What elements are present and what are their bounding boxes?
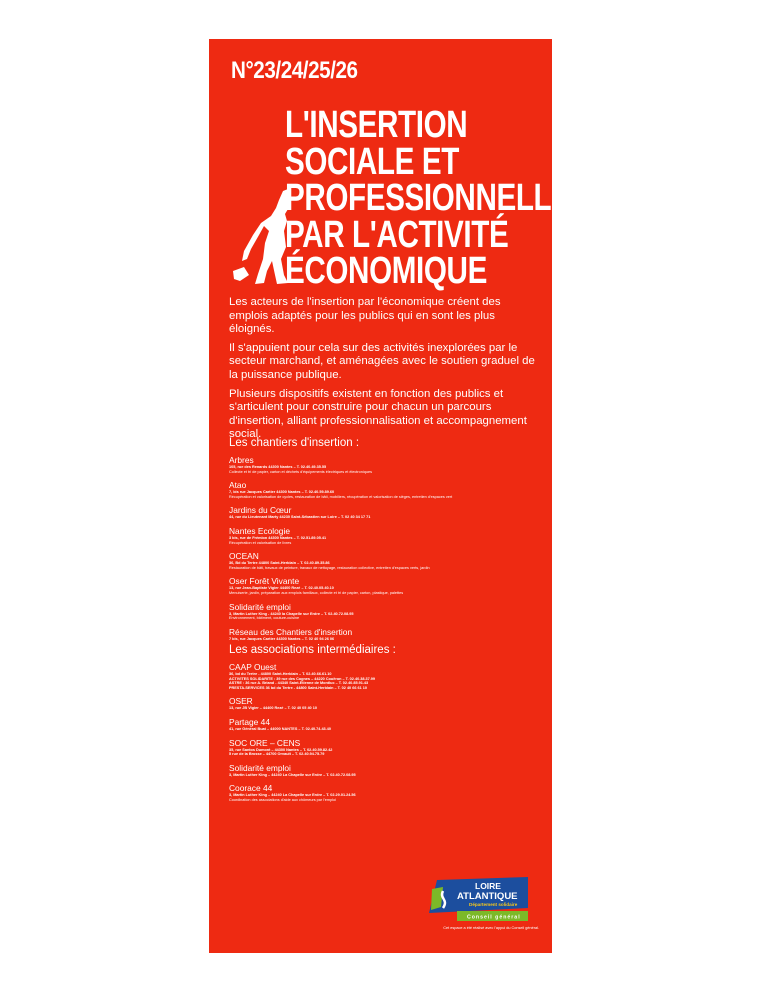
list-item <box>229 696 541 711</box>
entry-name: Coorace 44 <box>229 783 273 794</box>
entry-address: 41, rue Général Buat – 44000 NANTES – T. 02.40.74.43.40 <box>229 726 331 731</box>
list-item <box>229 480 541 499</box>
entry-name: Solidarité emploi <box>229 601 291 612</box>
entry-address: 3, Martin Luther King – 44240 La Chapelle sur Erdre – T. 02.40.72.08.95 <box>229 772 356 777</box>
entry-address: 36, bd du Tertre - 44800 Saint-Herblain – T. 02.40.66.61.10 <box>229 672 332 676</box>
title-line: PAR L'ACTIVITÉ <box>285 213 509 256</box>
entry-address: 13, rue Jean-Baptiste Vigier 44400 Rezé – T. 02.40.05.40.10 <box>229 586 334 591</box>
list-item <box>229 662 541 690</box>
entry-description: Récupération et valorisation de livres <box>229 540 292 545</box>
entry-description: Menuiserie, jardin, préparation aux emplois familiaux, collecte et tri de papier, carton, plastique, palettes <box>229 590 404 595</box>
entry-address: 7 bis, rue Jacques Cartier 44300 Nantes – T. 02 40 94 26 06 <box>229 636 335 641</box>
entry-description: Collecte et tri de papier, carton et déchets d'équipements électriques et électroniques <box>229 469 372 474</box>
entry-address: 35, rue Santos Dumont – 44300 Nantes – T. 02.40.59.82.42 <box>229 747 333 752</box>
loire-atlantique-logo <box>429 877 530 923</box>
entry-name: SOC ORE – CENS <box>229 737 301 748</box>
main-title <box>285 104 571 292</box>
intro-text <box>229 296 541 447</box>
chantiers-section <box>229 437 541 647</box>
logo-line3: Département solidaire <box>469 902 518 907</box>
entry-name: Atao <box>229 480 247 491</box>
list-item <box>229 763 541 778</box>
list-item <box>229 627 541 642</box>
entry-address: 13, rue JB Vigier – 44400 Rezé – T. 02 40 05 40 10 <box>229 706 317 711</box>
list-item <box>229 602 541 621</box>
entry-name: OSER <box>229 696 253 707</box>
entry-name: Oser Forêt Vivante <box>229 576 300 587</box>
title-line: SOCIALE ET <box>285 140 459 183</box>
section-title: Les chantiers d'insertion : <box>229 437 360 449</box>
list-item <box>229 717 541 732</box>
entry-address: PRESTA-SERVICES 36 bd du Tertre - 44800 Saint-Herblain – T. 02 40 66 61 10 <box>229 685 368 690</box>
entry-description: Coordination des associations d'aide aux chômeurs par l'emploi <box>229 797 336 802</box>
list-item <box>229 505 541 520</box>
entry-name: OCEAN <box>229 551 259 562</box>
title-line: PROFESSIONNELLE <box>285 177 571 219</box>
intro-paragraph: Plusieurs dispositifs existent en fonction des publics et s'articulent pour construire pour chacun un parcours d'insertion, alliant professionnalisation et accompagnement social. <box>229 387 527 441</box>
list-item <box>229 526 541 545</box>
list-item <box>229 455 541 474</box>
entry-address: 36, Bd du Tertre 44800 Saint-Herblain – T. 02.40.89.35.86 <box>229 561 330 566</box>
entry-address: ACTIVITES SOLIDARITE : 39 rue des Cognes – 44220 Couëron – T. 02.40.38.37.99 <box>229 676 376 681</box>
credit-text: Cet espace a été réalisé avec l'appui du Conseil général. <box>443 926 539 930</box>
entry-name: Partage 44 <box>229 716 270 727</box>
entry-name: Arbres <box>229 455 254 465</box>
title-line: L'INSERTION <box>285 104 468 146</box>
entry-address: 5 rue de la Brosse – 44700 Orvault – T. 02.40.94.75.79 <box>229 752 325 757</box>
entry-description: Restauration de bâti, travaux de peinture, travaux de nettoyage, restauration collective, entretien d'espaces verts, jardin <box>229 565 430 570</box>
intro-paragraph: Les acteurs de l'insertion par l'économique créent des emplois adaptés pour les publics qui en sont les plus éloignés. <box>229 296 501 336</box>
entry-name: Jardins du Cœur <box>229 505 292 516</box>
list-item <box>229 738 541 757</box>
entry-description: Récupération et valorisation de cycles, restauration de bâti, mobiliers, récupération et valorisation de sièges, entretien d'espaces vert <box>229 494 453 499</box>
entry-name: CAAP Ouest <box>229 662 277 672</box>
entry-name: Nantes Ecologie <box>229 525 290 536</box>
entry-address: 3 bis, rue de Frémion 44300 Nantes – T. 02.51.89.05.41 <box>229 535 327 540</box>
entry-address: 44, rue du Lieutenant Marty 44230 Saint-Sébastien sur Loire – T. 02 40 34 17 71 <box>229 515 371 520</box>
logo-line2: ATLANTIQUE <box>457 891 518 902</box>
entry-address: 3, Martin Luther King - 44240 la Chapelle sur Erdre – T. 02.40.72.08.95 <box>229 611 354 616</box>
section-title: Les associations intermédiaires : <box>229 644 396 656</box>
logo-line4: Conseil général <box>467 914 521 921</box>
entry-address: 105, rue des Renards 44300 Nantes – T. 02.40.49.35.55 <box>229 465 327 469</box>
list-item <box>229 783 541 802</box>
issue-number: N°23/24/25/26 <box>231 57 358 84</box>
entry-name: Solidarité emploi <box>229 762 291 773</box>
entry-description: Environnement, bâtiment, couture-cuisine <box>229 616 300 621</box>
logo-line1: LOIRE <box>475 881 501 891</box>
entry-address: ASTRE : 36 rue A. Briand - 44340 Saint-Etienne de Montluc – T. 02.40.85.91.43 <box>229 681 369 686</box>
associations-section <box>229 644 541 809</box>
entry-address: 3, Martin Luther King – 44240 La Chapelle sur Erdre – T. 02.29.01.24.56 <box>229 793 356 798</box>
entry-address: 7, bis rue Jacques Cartier 44300 Nantes – T. 02.40.59.89.60 <box>229 490 335 495</box>
entry-name: Réseau des Chantiers d'insertion <box>229 626 353 637</box>
title-line: ÉCONOMIQUE <box>285 250 487 292</box>
poster-panel <box>209 39 571 953</box>
intro-paragraph: Il s'appuient pour cela sur des activités inexplorées par le secteur marchand, et aménagées avec le soutien graduel de la puissance publique. <box>229 341 535 381</box>
list-item <box>229 551 541 570</box>
list-item <box>229 576 541 595</box>
